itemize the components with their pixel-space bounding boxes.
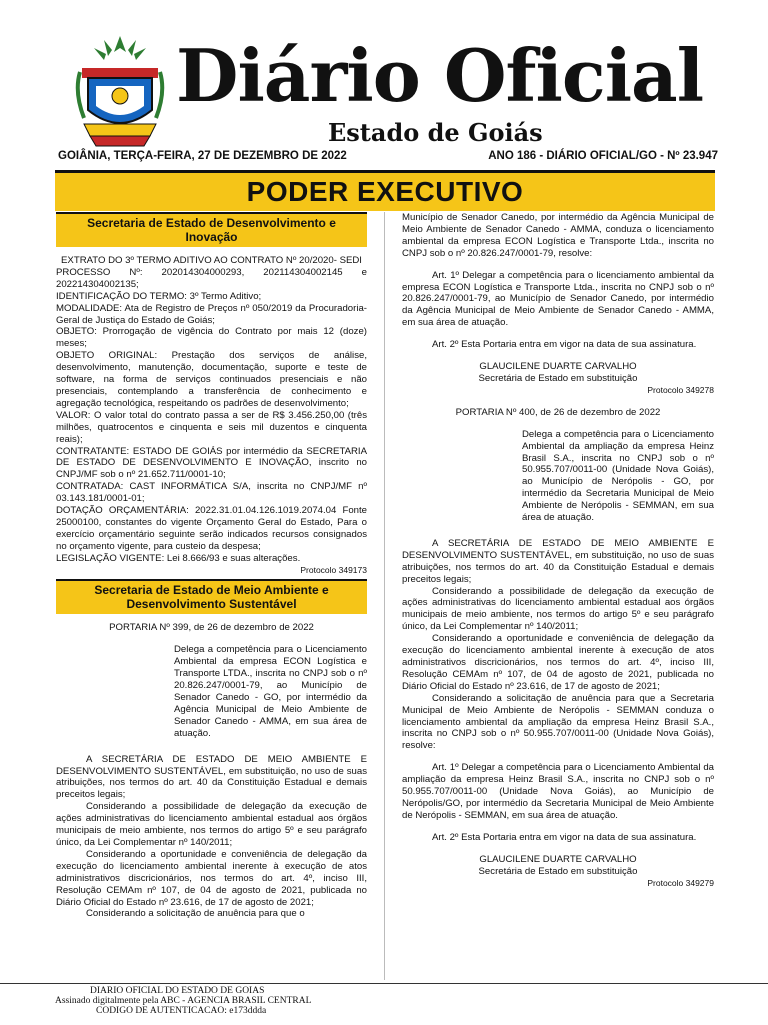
modality: MODALIDADE: Ata de Registro de Preços nº 050/2019 da Procuradoria-Geral de Justiça do Estado de Goiás; — [56, 302, 367, 326]
portaria-400-article-2: Art. 2º Esta Portaria entra em vigor na data de sua assinatura. — [432, 831, 697, 843]
publication-title: Diário Oficial — [176, 33, 704, 118]
object: OBJETO: Prorrogação de vigência do Contrato por mais 12 (doze) meses; — [56, 326, 367, 350]
portaria-399-summary: Delega a competência para o Licenciamento Ambiental da empresa ECON Logística e Transporte LTDA., inscrita no CNPJ sob o nº 20.826.247/0001-79, ao Município de Senador Canedo - GO, por intermédio da Agência Municipal de Meio Ambiente de Senador Canedo - AMMA, em sua área de atuação. — [174, 644, 367, 739]
process-number: PROCESSO Nº: 202014304000293, 202114304002145 e 202214304002135; — [56, 266, 367, 290]
portaria-399-whereas-3: Considerando a solicitação de anuência para que o — [86, 908, 305, 920]
protocol-number: Protocolo 349279 — [647, 877, 714, 888]
masthead — [0, 0, 768, 150]
portaria-399-article-2: Art. 2º Esta Portaria entra em vigor na data de sua assinatura. — [432, 339, 697, 351]
contract-value: VALOR: O valor total do contrato passa a ser de R$ 3.456.250,00 (três milhões, quatrocentos e cinquenta e seis mil duzentos e cinquenta reais); — [56, 409, 367, 445]
portaria-399-article-1: Art. 1º Delegar a competência para o licenciamento ambiental da empresa ECON Logística e Transporte Ltda., inscrita no CNPJ sob o nº 20.826.247/0001-79, ao Município de Senador Canedo, por intermédio da Agência Municipal de Meio Ambiente de Senador Canedo - AMMA, em sua área de atuação. — [402, 269, 714, 329]
footer-auth-code: CODIGO DE AUTENTICACAO: e173ddda — [96, 1006, 267, 1016]
portaria-400-whereas-3: Considerando a solicitação de anuência para que a Secretaria Municipal de Meio Ambiente de Nerópolis - SEMMAN conduza o licenciamento ambiental da ampliação da empresa Heinz Brasil S.A., inscrita no CNPJ sob o nº 50.955.707/0011-00 (Unidade Nova Goiás), resolve: — [402, 692, 714, 752]
publication-subtitle: Estado de Goiás — [328, 118, 543, 147]
portaria-400-summary: Delega a competência para o Licenciamento Ambiental da ampliação da empresa Heinz Brasil S.A., inscrita no CNPJ sob o nº 50.955.707/0011-00 (Unidade Nova Goiás), ao Município de Nerópolis - GO, por intermédio da Secretaria Municipal de Meio Ambiente de Nerópolis - SEMMAN, em sua área de atuação. — [522, 428, 714, 524]
banner-title: PODER EXECUTIVO — [246, 176, 524, 207]
signer-name: GLAUCILENE DUARTE CARVALHO — [479, 361, 637, 373]
issue-date: GOIÂNIA, TERÇA-FEIRA, 27 DE DEZEMBRO DE 2022 — [58, 150, 347, 162]
protocol-number: Protocolo 349278 — [647, 384, 714, 395]
footer-signature: Assinado digitalmente pela ABC - AGENCIA BRASIL CENTRAL — [55, 996, 312, 1006]
contracted-party: CONTRATADA: CAST INFORMÁTICA S/A, inscrita no CNPJ/MF nº 03.143.181/0001-01; — [56, 481, 367, 505]
portaria-400-whereas-1: Considerando a possibilidade de delegação da execução de ações administrativas do licenciamento ambiental estadual aos órgãos municipais de meio ambiente, nos termos do artigo 5º e seu parágrafo único, da Lei Complementar nº 140/2011; — [402, 585, 714, 633]
term-identification: IDENTIFICAÇÃO DO TERMO: 3º Termo Aditivo; — [56, 290, 262, 302]
portaria-400-title: PORTARIA Nº 400, de 26 de dezembro de 2022 — [455, 406, 661, 418]
footer-publisher: DIARIO OFICIAL DO ESTADO DE GOIAS — [90, 986, 265, 996]
signer-role: Secretária de Estado em substituição — [478, 372, 638, 384]
right-column — [402, 212, 714, 889]
portaria-399-preamble: A SECRETÁRIA DE ESTADO DE MEIO AMBIENTE E DESENVOLVIMENTO SUSTENTÁVEL, em substituição, no uso de suas atribuições, nos termos do art. 40 da Constituição Estadual e demais preceitos legais; — [56, 753, 367, 801]
portaria-399-continuation: Município de Senador Canedo, por intermédio da Agência Municipal de Meio Ambiente de Senador Canedo - AMMA, conduza o licenciamento ambiental da empresa ECON Logística e Transporte Ltda., inscrita no CNPJ sob o nº 20.826.247/0001-79, resolve: — [402, 212, 714, 259]
signer-name: GLAUCILENE DUARTE CARVALHO — [479, 853, 637, 865]
section-header-sedi: Secretaria de Estado de Desenvolvimento e Inovação — [56, 212, 367, 247]
signer-role: Secretária de Estado em substituição — [478, 865, 638, 877]
contracting-party: CONTRATANTE: ESTADO DE GOIÁS por intermédio da SECRETARIA DE ESTADO DE DESENVOLVIMENTO E INOVAÇÃO, inscrito no CNPJ/MF sob o nº 21.652.711/0001-10; — [56, 445, 367, 481]
left-column — [56, 212, 367, 920]
protocol-number: Protocolo 349173 — [300, 564, 367, 575]
date-line — [58, 150, 718, 162]
portaria-399-whereas-2: Considerando a oportunidade e conveniência de delegação da execução do licenciamento ambiental inerente à execução de atos administrativos discricionários, nos termos do art. 4º, inciso III, Resolução CEMAm nº 107, de 04 de agosto de 2021, publicada no Diário Oficial do Estado nº 23.616, de 17 de agosto de 2021; — [56, 848, 367, 908]
state-crest-icon — [74, 32, 166, 150]
portaria-399-whereas-1: Considerando a possibilidade de delegação da execução de ações administrativas do licenciamento ambiental estadual aos órgãos municipais de meio ambiente, nos termos do artigo 5º e seu parágrafo único, da Lei Complementar nº 140/2011; — [56, 801, 367, 848]
original-object: OBJETO ORIGINAL: Prestação dos serviços de análise, desenvolvimento, manutenção, documentação, suporte e teste de software, na forma de serviços continuados presenciais e não presenciais, contemplando a transferência de conhecimento e agregação tecnológica, respeitando os padrões de desenvolvimento; — [56, 350, 367, 409]
legislation: LEGISLAÇÃO VIGENTE: Lei 8.666/93 e suas alterações. — [56, 552, 301, 564]
budget-allocation: DOTAÇÃO ORÇAMENTÁRIA: 2022.31.01.04.126.1019.2074.04 Fonte 25000100, constantes do vigente Orçamento Geral do Estado, Para o exercício orçamentário seguinte serão indicados recursos consignados no orçamento vigente, para custeio da despesa; — [56, 505, 367, 552]
section-header-semad: Secretaria de Estado de Meio Ambiente e Desenvolvimento Sustentável — [56, 579, 367, 614]
extract-title: EXTRATO DO 3º TERMO ADITIVO AO CONTRATO Nº 20/2020- SEDI — [61, 255, 362, 266]
column-divider — [384, 212, 385, 980]
portaria-400-whereas-2: Considerando a oportunidade e conveniência de delegação da execução do licenciamento ambiental inerente à execução de atos administrativos discricionários, nos termos do art. 4º, inciso III, Resolução CEMAm nº 107, de 04 de agosto de 2021, publicada no Diário Oficial do Estado nº 23.616, de 17 de agosto de 2021; — [402, 633, 714, 692]
portaria-400-preamble: A SECRETÁRIA DE ESTADO DE MEIO AMBIENTE E DESENVOLVIMENTO SUSTENTÁVEL, em substituição, no uso de suas atribuições, nos termos do art. 40 da Constituição Estadual e demais preceitos legais; — [402, 537, 714, 585]
portaria-399-title: PORTARIA Nº 399, de 26 de dezembro de 2022 — [109, 622, 314, 634]
edition-info: ANO 186 - DIÁRIO OFICIAL/GO - Nº 23.947 — [488, 150, 718, 162]
section-banner — [55, 170, 715, 211]
portaria-400-article-1: Art. 1º Delegar a competência para o Licenciamento Ambiental da ampliação da empresa Heinz Brasil S.A., inscrita no CNPJ sob o nº 50.955.707/0011-00 (Unidade Nova Goiás), ao Município de Nerópolis/GO, por intermédio da Secretaria Municipal de Meio Ambiente de Nerópolis - SEMMAN, em sua área de atuação. — [402, 762, 714, 821]
page-footer — [0, 983, 768, 1025]
